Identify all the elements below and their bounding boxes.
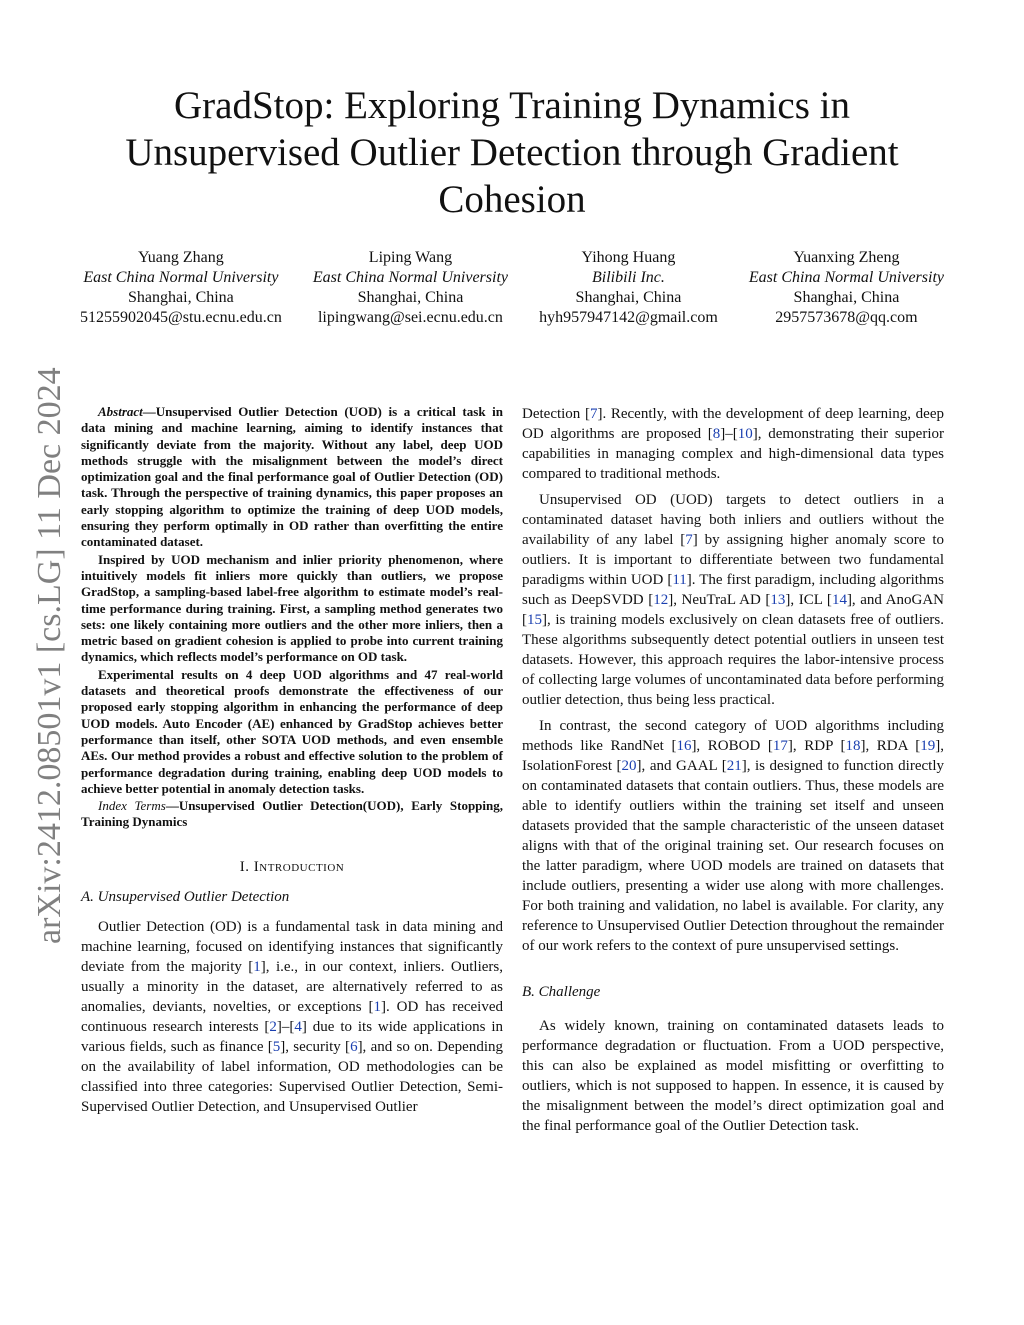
arxiv-identifier: arXiv:2412.08501v1 [cs.LG] 11 Dec 2024 <box>31 367 68 944</box>
abstract-paragraph-1: Abstract—Unsupervised Outlier Detection (UOD) is a critical task in data mining and machine learning, aiming to identify instances that significantly deviate from the majority. Without any label, deep UOD methods struggle with the misalignment between the model’s direct optimization goal and the final performance goal of Outlier Detection (OD) task. Through the perspective of training dynamics, this paper proposes an early stopping algorithm to optimize the training of deep UOD models, ensuring they perform optimally in OD rather than overfitting the entire contaminated dataset. <box>81 404 503 550</box>
author-email: 51255902045@stu.ecnu.edu.cn <box>80 309 282 326</box>
author-3 <box>539 248 718 328</box>
citation-link[interactable]: 12 <box>653 592 669 608</box>
author-affiliation: Bilibili Inc. <box>592 269 665 286</box>
author-block <box>80 248 944 328</box>
author-location: Shanghai, China <box>128 289 234 306</box>
author-email: lipingwang@sei.ecnu.edu.cn <box>317 309 503 326</box>
paragraph: Detection [7]. Recently, with the development of deep learning, deep OD algorithms are proposed [8]–[10], demonstrating their superior capabilities in managing complex and high-dimensional data types compared to traditional methods. <box>522 406 945 482</box>
author-affiliation: East China Normal University <box>312 269 508 286</box>
citation-link[interactable]: 7 <box>685 532 693 548</box>
citation-link[interactable]: 19 <box>920 738 936 754</box>
author-email: 2957573678@qq.com <box>775 309 918 326</box>
paragraph: Outlier Detection (OD) is a fundamental task in data mining and machine learning, focused on identifying instances that significantly deviate from the majority [1], i.e., in our context, inliers. Outliers, usually a minority in the dataset, are alternatively referred to as anomalies, deviants, novelties, or exceptions [1]. OD has received continuous research interests [2]–[4] due to its wide applications in various fields, such as finance [5], security [6], and so on. Depending on the availability of label information, OD methodologies can be classified into three categories: Supervised Outlier Detection, Semi-Supervised Outlier Detection, and Unsupervised Outlier <box>81 918 504 1115</box>
citation-link[interactable]: 4 <box>294 1018 302 1035</box>
citation-link[interactable]: 11 <box>672 572 687 588</box>
author-name: Yihong Huang <box>581 249 676 266</box>
index-terms: Index Terms—Unsupervised Outlier Detection(UOD), Early Stopping, Training Dynamics <box>81 798 503 830</box>
author-email: hyh957947142@gmail.com <box>539 309 718 326</box>
citation-link[interactable]: 6 <box>350 1038 358 1055</box>
author-name: Yuanxing Zheng <box>793 249 900 266</box>
citation-link[interactable]: 1 <box>373 998 381 1015</box>
author-4 <box>749 248 944 328</box>
author-2 <box>313 248 508 328</box>
paragraph: In contrast, the second category of UOD algorithms including methods like RandNet [16], ROBOD [17], RDP [18], RDA [19], IsolationForest [20], and GAAL [21], is designed to function directly on contaminated datasets that contain outliers. Thus, these models are able to identify outliers within the training set itself and unseen datasets provided that the sample characteristic of the unseen dataset aligns with that of the original training set. Our research focuses on the latter paradigm, where UOD models are trained on datasets that include outliers, presenting a wider use along with more challenges. For both training and validation, no label is available. For clarity, any reference to Unsupervised Outlier Detection throughout the remainder of our work refers to the context of pure unsupervised settings. <box>522 718 944 954</box>
author-affiliation: East China Normal University <box>83 269 279 286</box>
abstract <box>81 404 503 831</box>
citation-link[interactable]: 2 <box>269 1018 277 1035</box>
citation-link[interactable]: 13 <box>770 592 786 608</box>
abstract-paragraph-3: Experimental results on 4 deep UOD algorithms and 47 real-world datasets and theoretical proofs demonstrate the effectiveness of our proposed early stopping algorithm in enhancing the performance of deep UOD models. Auto Encoder (AE) enhanced by GradStop achieves better performance than itself, other SOTA UOD methods, and even ensemble AEs. Our method provides a robust and effective solution to the problem of performance degradation during training, enabling deep UOD models to achieve better potential in anomaly detection tasks. <box>81 666 503 796</box>
citation-link[interactable]: 10 <box>737 426 753 442</box>
paragraph: As widely known, training on contaminated datasets leads to performance degradation or fluctuation. From a UOD perspective, this can also be explained as model misfitting or overfitting to outliers, which is not supposed to happen. In essence, it is caused by the misalignment between the model’s direct optimization goal and the final performance goal of the Outlier Detection task. <box>522 1018 944 1134</box>
citation-link[interactable]: 8 <box>712 426 721 442</box>
paragraph: Unsupervised OD (UOD) targets to detect outliers in a contaminated dataset having both inliers and outliers without the availability of any label [7] by assigning higher anomaly score to outliers. It is important to differentiate between two fundamental paradigms within UOD [11]. The first paradigm, including algorithms such as DeepSVDD [12], NeuTraL AD [13], ICL [14], and AnoGAN [15], is training models exclusively on clean datasets free of outliers. These algorithms subsequently detect potential outliers in unseen test datasets. However, this approach requires the labor-intensive process of collecting large volumes of uncontaminated data before performing outlier detection, thus being less practical. <box>522 492 945 708</box>
citation-link[interactable]: 16 <box>676 738 692 754</box>
citation-link[interactable]: 18 <box>845 738 861 754</box>
author-location: Shanghai, China <box>793 289 900 306</box>
author-affiliation: East China Normal University <box>748 269 944 286</box>
author-1 <box>80 248 282 328</box>
citation-link[interactable]: 20 <box>621 758 637 774</box>
citation-link[interactable]: 1 <box>253 958 261 975</box>
author-location: Shanghai, China <box>357 289 464 306</box>
index-terms-label: Index Terms <box>98 798 166 814</box>
abstract-label: Abstract <box>98 404 143 419</box>
author-location: Shanghai, China <box>575 289 682 306</box>
paper-title: GradStop: Exploring Training Dynamics in Unsupervised Outlier Detection through Gradient Cohesion <box>125 84 899 221</box>
section-heading: I. Introduction <box>239 858 345 875</box>
left-column <box>81 404 503 1123</box>
abstract-paragraph-2: Inspired by UOD mechanism and inlier priority phenomenon, where intuitively models fit inliers more quickly than outliers, we propose GradStop, a sampling-based label-free algorithm to estimate model’s real-time performance during training. First, a sampling method generates two sets: one likely containing more outliers and the other more inliers, then a metric based on gradient cohesion is applied to probe into current training dynamics, which reflects model’s performance on OD task. <box>81 551 503 665</box>
author-name: Yuang Zhang <box>138 249 224 266</box>
citation-link[interactable]: 15 <box>527 612 542 628</box>
subsection-heading-a: A. Unsupervised Outlier Detection <box>81 888 290 905</box>
citation-link[interactable]: 17 <box>772 738 788 754</box>
author-name: Liping Wang <box>368 249 453 266</box>
citation-link[interactable]: 7 <box>589 406 598 422</box>
citation-link[interactable]: 5 <box>272 1038 281 1055</box>
intro-left <box>81 857 503 1117</box>
subsection-heading-b: B. Challenge <box>522 984 601 1000</box>
right-column <box>522 404 944 1142</box>
citation-link[interactable]: 21 <box>726 758 742 774</box>
citation-link[interactable]: 14 <box>831 592 847 608</box>
